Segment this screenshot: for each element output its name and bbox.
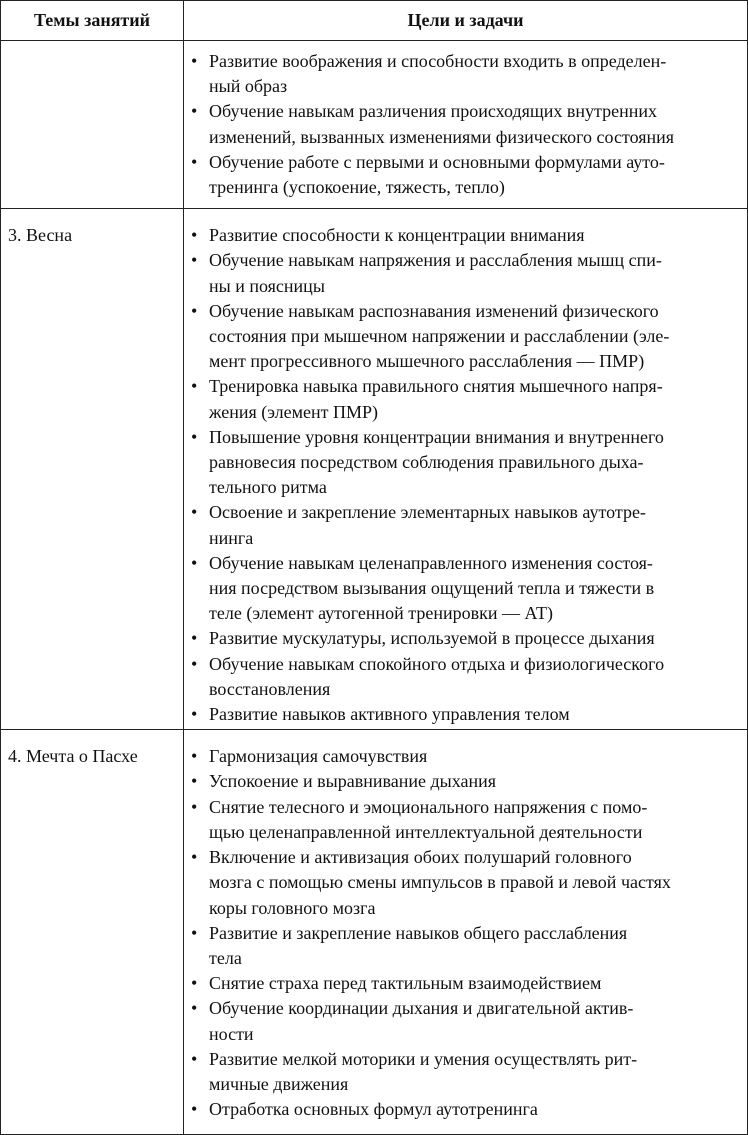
goal-text-line: Успокоение и выравнивание дыхания <box>209 771 497 792</box>
goal-item <box>184 744 747 769</box>
goal-text-line: коры головного мозга <box>209 897 376 918</box>
bullet-icon: • <box>191 973 198 994</box>
bullet-icon: • <box>191 628 198 649</box>
goal-text-line: тела <box>209 947 242 968</box>
goal-text-line: Развитие мускулатуры, используемой в процессе дыхания <box>209 628 655 649</box>
goal-text-line: Снятие телесного и эмоционального напряжения с помо- <box>209 796 648 817</box>
goal-list <box>184 41 747 208</box>
goal-item <box>184 150 747 200</box>
bullet-icon: • <box>191 1099 198 1120</box>
goal-text-line: нинга <box>209 527 254 548</box>
table-header-row <box>1 1 748 41</box>
goal-item <box>184 652 747 702</box>
goal-text-line: Освоение и закрепление элементарных навыков аутотре- <box>209 502 646 523</box>
bullet-icon: • <box>191 771 198 792</box>
bullet-icon: • <box>191 502 198 523</box>
goal-text-line: Гармонизация самочувствия <box>209 746 428 767</box>
goal-text-line: состояния при мышечном напряжении и расслаблении (эле- <box>209 326 670 347</box>
goal-text-line: Включение и активизация обоих полушарий головного <box>209 847 632 868</box>
goal-list <box>184 209 747 729</box>
bullet-icon: • <box>191 653 198 674</box>
goal-text-line: ны и поясницы <box>209 275 325 296</box>
goal-text-line: мичные движения <box>209 1073 349 1094</box>
bullet-icon: • <box>191 1048 198 1069</box>
goal-item <box>184 500 747 550</box>
goal-text-line: Развитие мелкой моторики и умения осуществлять рит- <box>209 1048 638 1069</box>
table-row <box>1 209 748 730</box>
bullet-icon: • <box>191 796 198 817</box>
goals-cell <box>184 41 748 209</box>
table-row <box>1 730 748 1135</box>
bullet-icon: • <box>191 376 198 397</box>
topic-cell: 4. Мечта о Пасхе <box>1 730 184 1135</box>
goal-item <box>184 551 747 627</box>
bullet-icon: • <box>191 922 198 943</box>
goal-item <box>184 1047 747 1097</box>
bullet-icon: • <box>191 704 198 725</box>
header-topics: Темы занятий <box>1 1 184 41</box>
header-goals: Цели и задачи <box>184 1 748 41</box>
goal-item <box>184 223 747 248</box>
goal-list <box>184 730 747 1134</box>
goal-item <box>184 626 747 651</box>
goal-item <box>184 374 747 424</box>
goal-item <box>184 845 747 921</box>
goal-text-line: Отработка основных формул аутотренинга <box>209 1099 538 1120</box>
bullet-icon: • <box>191 426 198 447</box>
goal-text-line: Снятие страха перед тактильным взаимодействием <box>209 973 602 994</box>
goal-item <box>184 921 747 971</box>
goal-text-line: восстановления <box>209 678 331 699</box>
goal-item <box>184 99 747 149</box>
goal-text-line: тренинга (успокоение, тяжесть, тепло) <box>209 177 505 198</box>
goal-text-line: равновесия посредством соблюдения правильного дыха- <box>209 452 644 473</box>
goal-text-line: Развитие и закрепление навыков общего расслабления <box>209 922 628 943</box>
bullet-icon: • <box>191 250 198 271</box>
goal-text-line: Обучение навыкам различения происходящих внутренних <box>209 101 657 122</box>
bullet-icon: • <box>191 151 198 172</box>
topic-cell: 3. Весна <box>1 209 184 730</box>
goal-item <box>184 1097 747 1122</box>
goal-text-line: Обучение навыкам спокойного отдыха и физиологического <box>209 653 665 674</box>
goals-cell <box>184 730 748 1135</box>
goal-item <box>184 996 747 1046</box>
goal-text-line: Обучение работе с первыми и основными формулами ауто- <box>209 151 665 172</box>
goal-text-line: щью целенаправленной интеллектуальной деятельности <box>209 821 643 842</box>
goal-text-line: жения (элемент ПМР) <box>209 401 378 422</box>
goal-text-line: ный образ <box>209 76 288 97</box>
goal-item <box>184 425 747 501</box>
topic-cell <box>1 41 184 209</box>
goal-text-line: мозга с помощью смены импульсов в правой и левой частях <box>209 872 671 893</box>
bullet-icon: • <box>191 746 198 767</box>
bullet-icon: • <box>191 51 198 71</box>
goal-text-line: теле (элемент аутогенной тренировки — АТ) <box>209 603 553 624</box>
goal-item <box>184 971 747 996</box>
goal-text-line: Развитие воображения и способности входить в определен- <box>209 51 667 71</box>
goal-text-line: Тренировка навыка правильного снятия мышечного напря- <box>209 376 663 397</box>
goal-text-line: Обучение навыкам распознавания изменений физического <box>209 300 659 321</box>
goal-item <box>184 795 747 845</box>
goal-text-line: тельного ритма <box>209 477 327 498</box>
goal-text-line: ния посредством вызывания ощущений тепла и тяжести в <box>209 578 655 599</box>
goal-text-line: изменений, вызванных изменениями физического состояния <box>209 126 675 147</box>
bullet-icon: • <box>191 998 198 1019</box>
bullet-icon: • <box>191 101 198 122</box>
goal-item <box>184 769 747 794</box>
goal-item <box>184 248 747 298</box>
table-row <box>1 41 748 209</box>
bullet-icon: • <box>191 300 198 321</box>
goal-item <box>184 299 747 375</box>
goals-cell <box>184 209 748 730</box>
goal-text-line: Повышение уровня концентрации внимания и внутреннего <box>209 426 664 447</box>
goal-text-line: ности <box>209 1023 254 1044</box>
goal-item <box>184 49 747 99</box>
goal-text-line: Обучение координации дыхания и двигательной актив- <box>209 998 634 1019</box>
bullet-icon: • <box>191 847 198 868</box>
goal-text-line: Развитие навыков активного управления телом <box>209 704 570 725</box>
goal-text-line: Развитие способности к концентрации внимания <box>209 225 585 246</box>
bullet-icon: • <box>191 225 198 246</box>
goal-item <box>184 702 747 727</box>
bullet-icon: • <box>191 552 198 573</box>
goal-text-line: Обучение навыкам напряжения и расслабления мышц спи- <box>209 250 662 271</box>
goal-text-line: мент прогрессивного мышечного расслабления — ПМР) <box>209 351 645 372</box>
goal-text-line: Обучение навыкам целенаправленного изменения состоя- <box>209 552 653 573</box>
